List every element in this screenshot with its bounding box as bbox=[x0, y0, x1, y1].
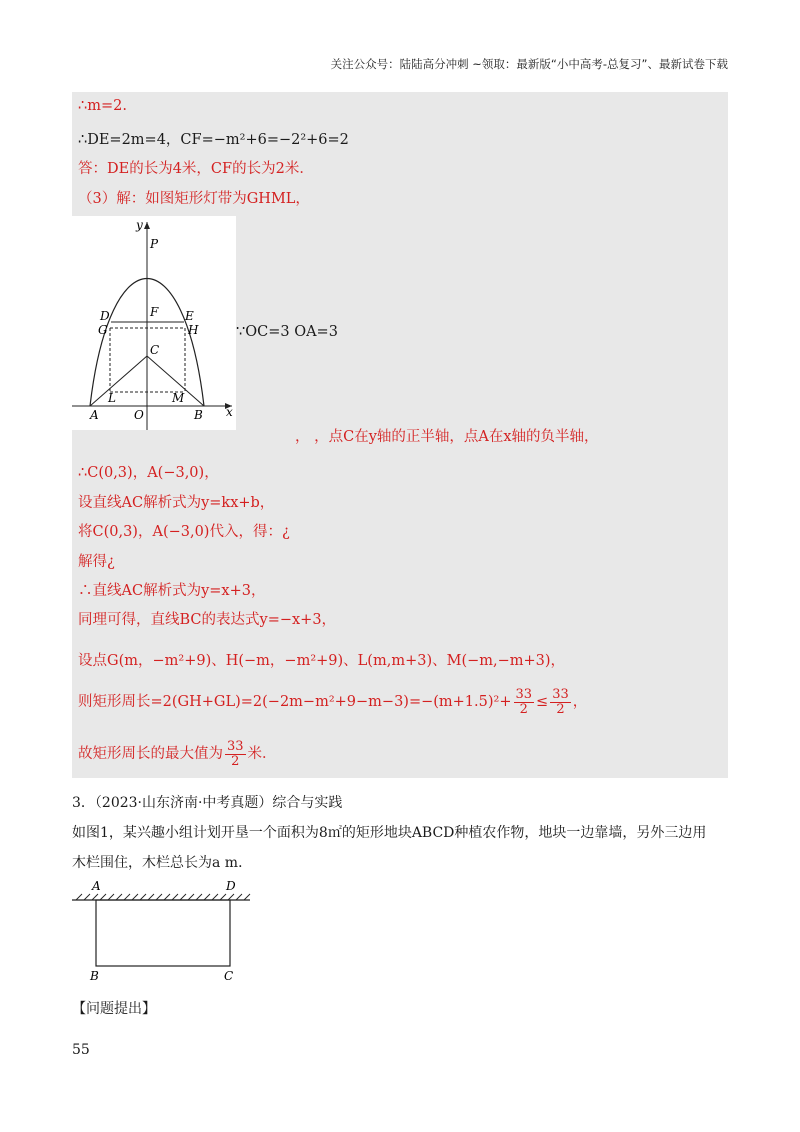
parabola-figure bbox=[72, 216, 236, 430]
solution-line-12: 设点G(m，−m²+9)、H(−m，−m²+9)、L(m,m+3)、M(−m,−m+3)， bbox=[78, 653, 566, 669]
oc-oa-values: ∵OC=3 OA=3 bbox=[236, 324, 338, 340]
solution-line-4: （3）解：如图矩形灯带为GHML， bbox=[78, 191, 310, 207]
max-perimeter-text: 故矩形周长的最大值为 bbox=[78, 746, 223, 763]
y-axis-arrow bbox=[144, 222, 150, 229]
label-d-fig2: D bbox=[226, 879, 236, 893]
solution-line-8: 将C(0,3)，A(−3,0)代入，得：¿ bbox=[78, 524, 290, 540]
solution-line-13 bbox=[78, 688, 587, 716]
max-perimeter-unit: 米． bbox=[247, 746, 277, 763]
fraction-33-over-2-b bbox=[550, 688, 571, 716]
fraction-denominator-b: 2 bbox=[556, 701, 565, 717]
fraction-numerator-b: 33 bbox=[552, 687, 569, 702]
label-f: F bbox=[150, 305, 159, 319]
solution-line-14 bbox=[78, 740, 277, 768]
fraction-max-denominator: 2 bbox=[231, 753, 240, 769]
fraction-denominator: 2 bbox=[519, 701, 528, 717]
label-d: D bbox=[100, 309, 110, 323]
solution-line-2: ∴DE=2m=4，CF=−m²+6=−2²+6=2 bbox=[78, 132, 349, 148]
leq-sign: ≤ bbox=[536, 694, 549, 711]
parabola-diagram bbox=[72, 216, 236, 430]
segment-ac bbox=[90, 356, 147, 406]
label-b: B bbox=[194, 408, 203, 422]
fraction-max bbox=[225, 740, 246, 768]
problem-3-paragraph-2: 木栏围住，木栏总长为a m． bbox=[72, 855, 253, 871]
problem-3-paragraph-1: 如图1，某兴趣小组计划开垦一个面积为8㎡的矩形地块ABCD种植农作物，地块一边靠墙，另外三边用 bbox=[72, 825, 707, 841]
wall-hatching bbox=[76, 894, 250, 900]
label-a: A bbox=[90, 408, 99, 422]
label-y: y bbox=[136, 218, 143, 232]
solution-line-5: ， ，点C在y轴的正半轴，点A在x轴的负半轴， bbox=[295, 429, 599, 445]
label-b-fig2: B bbox=[90, 969, 99, 983]
solution-line-1: ∴m=2. bbox=[78, 98, 127, 114]
page-number: 55 bbox=[72, 1042, 90, 1058]
label-g: G bbox=[98, 323, 108, 337]
label-l: L bbox=[108, 391, 116, 405]
page-header: 关注公众号：陆陆高分冲刺 ~领取：最新版“小中高考-总复习”、最新试卷下载 bbox=[330, 57, 728, 71]
problem-3-title: 3．（2023·山东济南·中考真题）综合与实践 bbox=[72, 795, 343, 811]
fraction-numerator: 33 bbox=[515, 687, 533, 702]
plot-rectangle bbox=[96, 900, 230, 966]
section-heading: 【问题提出】 bbox=[72, 1001, 156, 1017]
fraction-max-numerator: 33 bbox=[227, 739, 244, 754]
solution-line-3: 答：DE的长为4米，CF的长为2米． bbox=[78, 161, 314, 177]
label-o: O bbox=[134, 408, 144, 422]
solution-line-6: ∴C(0,3)，A(−3,0)， bbox=[78, 465, 219, 481]
perimeter-expression: 则矩形周长=2(GH+GL)=2(−2m−m²+9−m−3)=−(m+1.5)²+ bbox=[78, 694, 512, 711]
label-e: E bbox=[185, 309, 194, 323]
label-x: x bbox=[226, 405, 233, 419]
rectangle-plot-figure bbox=[72, 876, 272, 986]
label-c: C bbox=[150, 343, 160, 357]
label-c-fig2: C bbox=[224, 969, 234, 983]
line-13-tail: ， bbox=[572, 694, 588, 711]
solution-line-7: 设直线AC解析式为y=kx+b， bbox=[78, 495, 275, 511]
solution-line-10: ∴直线AC解析式为y=x+3， bbox=[78, 583, 266, 599]
label-m: M bbox=[172, 391, 185, 405]
label-h: H bbox=[188, 323, 199, 337]
solution-line-9: 解得¿ bbox=[78, 554, 115, 570]
solution-line-11: 同理可得，直线BC的表达式y=−x+3， bbox=[78, 612, 337, 628]
fraction-33-over-2 bbox=[514, 688, 535, 716]
label-p: P bbox=[150, 237, 159, 251]
label-a-fig2: A bbox=[92, 879, 101, 893]
